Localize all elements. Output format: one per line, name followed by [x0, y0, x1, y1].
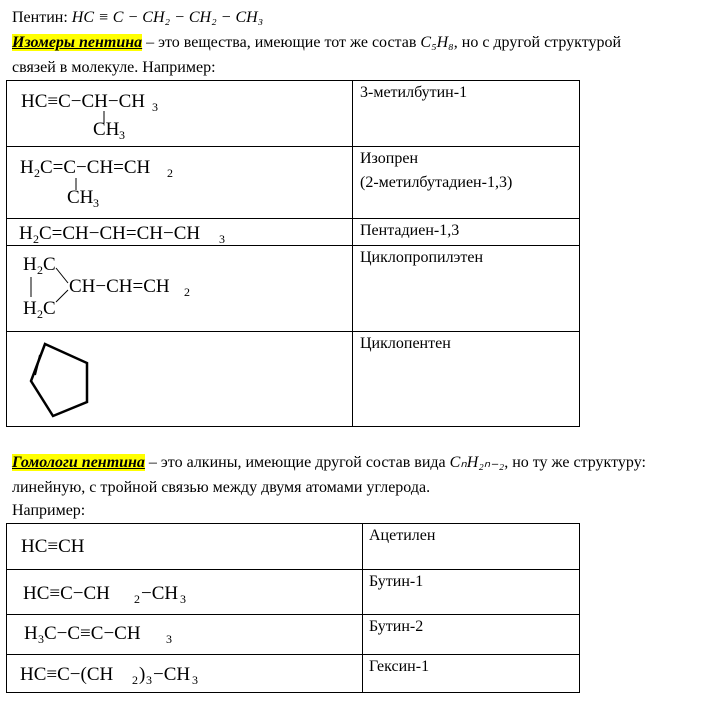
svg-text:2: 2 [37, 307, 43, 321]
homolog-name: Бутин-1 [369, 573, 424, 590]
isomer-name: Циклопропилэтен [360, 249, 484, 266]
svg-text:HC≡CH: HC≡CH [21, 536, 85, 557]
svg-text:2: 2 [167, 166, 173, 180]
homolog-name: Бутин-2 [369, 618, 424, 635]
svg-text:CH−CH=CH: CH−CH=CH [69, 276, 170, 297]
homologs-definition-line2: линейную, с тройной связью между двумя атомами углерода. [12, 479, 431, 496]
formula-acetylene [7, 524, 364, 571]
isomer-name: Изопрен [360, 150, 419, 167]
isomers-composition: C₅H₈ [420, 34, 454, 51]
svg-text:3: 3 [119, 128, 125, 142]
isomer-formula-cell [6, 245, 353, 332]
svg-text:CH: CH [67, 187, 94, 208]
isomer-name-alt: (2-метилбутадиен-1,3) [360, 174, 513, 191]
homolog-formula-cell [6, 569, 363, 615]
homolog-name-cell [362, 614, 580, 655]
svg-text:C=CH−CH=CH−CH: C=CH−CH=CH−CH [39, 223, 201, 244]
isomer-formula-cell [6, 80, 353, 147]
homolog-name: Гексин-1 [369, 658, 430, 675]
isomers-definition [12, 33, 621, 53]
svg-text:C=C−CH=CH: C=C−CH=CH [40, 157, 151, 178]
svg-text:C: C [43, 254, 56, 275]
svg-text:2: 2 [132, 673, 138, 687]
svg-text:3: 3 [166, 632, 172, 646]
svg-text:H: H [23, 298, 37, 319]
isomers-definition-line2: связей в молекуле. Например: [12, 59, 216, 76]
homolog-name: Ацетилен [369, 527, 436, 544]
svg-text:HC≡C−CH−CH: HC≡C−CH−CH [21, 91, 146, 112]
homolog-name-cell [362, 654, 580, 693]
isomers-term: Изомеры пентина [12, 34, 143, 51]
svg-text:−CH: −CH [153, 664, 191, 685]
formula-pentadiene-1-3 [7, 219, 354, 247]
isomers-text1: – это вещества, имеющие тот же состав [142, 34, 421, 51]
formula-butyne-2 [7, 615, 364, 656]
svg-text:3: 3 [38, 632, 44, 646]
isomer-name: Пентадиен-1,3 [360, 222, 460, 239]
svg-text:H: H [19, 223, 33, 244]
homolog-name-cell [362, 523, 580, 570]
homolog-name-cell [362, 569, 580, 615]
svg-text:C−C≡C−CH: C−C≡C−CH [44, 623, 141, 644]
svg-text:3: 3 [219, 232, 225, 246]
svg-text:2: 2 [33, 232, 39, 246]
svg-text:2: 2 [134, 592, 140, 606]
homologs-text2: , но ту же структуру: [504, 454, 646, 471]
isomer-name: 3-метилбутин-1 [360, 84, 468, 101]
svg-text:−CH: −CH [141, 583, 179, 604]
formula-hexyne-1 [7, 655, 364, 694]
isomer-name-cell [352, 331, 580, 427]
svg-text:HC≡C−(CH: HC≡C−(CH [20, 664, 114, 685]
formula-isoprene [7, 147, 354, 220]
isomer-name-cell [352, 146, 580, 219]
homolog-formula-cell [6, 614, 363, 655]
isomer-name-cell [352, 80, 580, 147]
intro-prefix: Пентин: [12, 9, 72, 26]
isomer-name-cell [352, 245, 580, 332]
isomer-formula-cell [6, 331, 353, 427]
isomer-formula-cell [6, 218, 353, 246]
svg-text:H: H [23, 254, 37, 275]
homologs-composition: CₙH₂ₙ₋₂ [449, 454, 505, 471]
formula-3-methylbutyne-1 [7, 81, 354, 148]
svg-text:H: H [20, 157, 34, 178]
svg-text:): ) [139, 664, 146, 685]
isomer-name: Циклопентен [360, 335, 451, 352]
svg-text:2: 2 [184, 285, 190, 299]
svg-text:2: 2 [34, 166, 40, 180]
intro-line [12, 8, 263, 28]
homolog-formula-cell [6, 654, 363, 693]
svg-text:3: 3 [180, 592, 186, 606]
isomer-formula-cell [6, 146, 353, 219]
svg-text:H: H [24, 623, 38, 644]
isomers-text2: , но с другой структурой [453, 34, 622, 51]
svg-text:CH: CH [93, 119, 120, 140]
intro-formula: HC ≡ C − CH₂ − CH₂ − CH₃ [71, 9, 264, 26]
homologs-term: Гомологи пентина [12, 454, 145, 471]
formula-butyne-1 [7, 570, 364, 616]
homolog-formula-cell [6, 523, 363, 570]
homologs-definition [12, 453, 646, 473]
homologs-text1: – это алкины, имеющие другой состав вида [144, 454, 450, 471]
svg-text:3: 3 [152, 100, 158, 114]
homologs-definition-line3: Например: [12, 502, 86, 519]
isomer-name-cell [352, 218, 580, 246]
svg-text:3: 3 [192, 673, 198, 687]
formula-cyclopropylethene [7, 246, 354, 333]
svg-text:2: 2 [37, 263, 43, 277]
cyclopentene-structure [7, 332, 354, 428]
svg-text:3: 3 [93, 196, 99, 210]
svg-text:3: 3 [146, 673, 152, 687]
svg-text:C: C [43, 298, 56, 319]
svg-text:HC≡C−CH: HC≡C−CH [23, 583, 110, 604]
